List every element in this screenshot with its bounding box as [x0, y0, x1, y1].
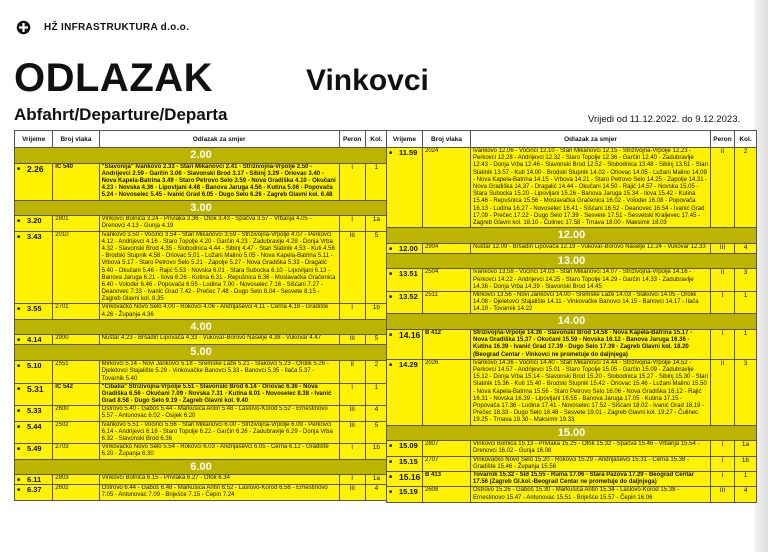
train-symbol-icon: ■	[17, 306, 21, 313]
table-row	[387, 330, 757, 360]
departure-time-value: 14.29	[399, 359, 418, 369]
column-header-route: Odlazak za smjer	[471, 131, 711, 148]
departures-table-left	[14, 130, 388, 501]
train-number: 2600	[53, 406, 99, 421]
table-row	[15, 444, 388, 459]
route-stops: Ostrovo 6.44 - Gaboš 6.48 - Markušica Antin 6.52 - Laslovo-Korođ 6.56 - Ernestinovo 7.05 - Antunovac 7.09 - Briješće 7.15 - Čepin 7.24	[99, 485, 339, 500]
track: 1	[735, 291, 757, 314]
train-symbol-icon: ■	[389, 489, 393, 496]
train-symbol-icon: ■	[389, 361, 393, 368]
departure-time	[387, 148, 423, 228]
train-symbol-icon: ■	[389, 293, 393, 300]
train-symbol-icon: ■	[17, 408, 21, 415]
departure-time	[15, 361, 53, 384]
train-symbol-icon: ■	[389, 150, 393, 156]
departure-time	[15, 231, 53, 304]
track: 5	[365, 335, 387, 345]
departure-time-value: 12.00	[399, 243, 418, 253]
table-row	[15, 406, 388, 421]
departure-time-value: 13.51	[399, 269, 418, 279]
table-header-row	[15, 131, 388, 148]
route-stops: Ivankovo 3.50 - Voćinci 3.54 - Stari Mikanovci 3.59 - Strizivojna-Vrpolje 4.07 - Perkovci 4.12 - Andrijevci 4.16 - Staro Topolje 4.20 - Garčin 4.23 - Zadubravlje 4.28 - Donja Vrba 4.32 - Slavonski Brod 4.35 - Slobodnica 4.44 - Sibinj 4.47 - Stari Slatinik 4.53 - Kuti 4.56 - Brodski Stupnik 4.58 - Oriovac 5.01 - Lužani Malino 5.05 - Nova Kapela-Batrina 5.11 - Vrbova 5.17 - Staro Petrovo Selo 5.21 - Zapolje 5.27 - Nova Gradiška 5.33 - Dragalić 5.40 - Okučani 5.46 - Rajić 5.53 - Novska 6.01 - Stara Subocka 6.10 - Lipovljani 6.13 - Banova Jaruga 6.21 - Ilova 6.26 - Kutina 6.31 - Repušnica 6.36 - Moslavačka Gračenica 6.40 - Voloder 6.46 - Popovača 6.55 - Ludina 7.00 - Novoselec 7.16 - Sišćani 7.27 - Deanovec 7.33 - Ivanić Grad 7.42 - Prečec 7.48 - Dugo Selo 8.04 - Sesvete 8.15 - Zagreb Glavni kol. 8.35	[99, 231, 339, 304]
platform: III	[339, 421, 365, 444]
platform: I	[339, 163, 365, 200]
track: 1	[735, 330, 757, 360]
platform: III	[339, 406, 365, 421]
departure-time-value: 3.43	[27, 231, 42, 241]
platform: I	[339, 304, 365, 319]
table-row	[15, 335, 388, 345]
hour-separator: 15.00	[387, 425, 757, 441]
track: 5	[365, 421, 387, 444]
route-stops: Mirkovci 5.14 - Novi Jankovci 5.18 - Sremske Laze 5.21 - Slakovci 5.23 - Orolik 5.26 - Djeletovci Stajalište 5.29 - Vinkovačke Banovci 5.33 - Banovci 5.35 - Ilača 5.37 - Tovarnik 5.40	[99, 361, 339, 384]
departure-time-value: 5.10	[27, 361, 42, 371]
track: 2	[735, 148, 757, 228]
departure-time-value: 15.19	[399, 487, 418, 497]
train-number: 2807	[423, 441, 471, 456]
train-number: 2900	[53, 335, 99, 345]
table-row	[387, 487, 757, 502]
column-header-platform: Peron	[711, 131, 735, 148]
platform: I	[339, 444, 365, 459]
departure-time	[387, 471, 423, 486]
departure-time-value: 5.33	[27, 406, 42, 416]
table-row	[387, 471, 757, 486]
route-stops: Ostrovo 5.40 - Gaboš 5.44 - Markušica Antin 5.48 - Laslovo-Korođ 5.52 - Ernestinovo 5.57 - Antunovac 6.02 - Osijek 6.20	[99, 406, 339, 421]
route-stops: Nuštar 12.09 - Bršadin Lipovača 12.19 - Vukovar-Borovo Naselje 12.24 - Vukovar 12.33	[471, 243, 711, 253]
column-header-train: Broj vlaka	[423, 131, 471, 148]
departure-time	[387, 269, 423, 292]
route-stops: Strizivojna-Vrpolje 14.36 - Slavonski Brod 14.58 - Nova Kapela-Batrina 15.17 - Nova Gradiška 15.37 - Okučani 15.59 - Novska 16.12 - Banova Jaruga 16.36 - Kutina 16.39 - Ivanić Grad 17.39 - Dugo Selo 17.39 - Zagreb Glavni kol. 18.20 (Beograd Centar - Vinkovci ne prometuje do daljnjega)	[471, 330, 711, 360]
table-row	[15, 304, 388, 319]
table-row	[15, 216, 388, 231]
train-symbol-icon: ■	[17, 363, 21, 370]
platform: III	[339, 231, 365, 304]
table-row	[15, 163, 388, 200]
column-header-time: Vrijeme	[15, 131, 53, 148]
platform: III	[339, 485, 365, 500]
track: 1a	[735, 441, 757, 456]
platform: II	[711, 359, 735, 425]
train-symbol-icon: ■	[17, 487, 21, 494]
route-stops: Ivankovo 14.36 - Voćinci 14.40 - Stari Mikanovci 14.44 - Strizivojna-Vrpolje 14.52 - Perkovci 14.57 - Andrijevci 15.01 - Staro Topolje 15.05 - Garčin 15.09 - Zadubravlje 15.12 - Donja Vrba 15.14 - Slavonski Brod 15.20 - Slobodnica 15.27 - Sibinj 15.30 - Stari Slatinik 15.36 - Kuti 15.40 - Brodski Stupnik 15.42 - Oriovac 15.46 - Lužani Malino 15.50 - Nova Kapela-Batrina 15.56 - Staro Petrovo Selo 16.06 - Nova Gradiška 16.12 - Rajić 16.31 - Novska 16.39 - Lipovljani 16.55 - Banova Jaruga 17.05 - Kutina 17.15 - Popovača 17.36 - Ludina 17.41 - Novoselec 17.52 - Sišćani 18.02 - Ivanić Grad 18.19 - Prečec 18.33 - Dugo Selo 18.48 - Sesvete 19.01 - Zagreb Glavni kol. 19.27 - Čulinec 19.25 - Trnava 19.30 - Maksimir 19.33	[471, 359, 711, 425]
train-number: 2608	[423, 487, 471, 502]
track: 4	[735, 487, 757, 502]
train-number: IC 542	[53, 383, 99, 406]
column-header-time: Vrijeme	[387, 131, 423, 148]
departure-time-value: 5.31	[27, 383, 44, 394]
departure-time	[15, 444, 53, 459]
hour-separator: 4.00	[15, 319, 388, 335]
track: 2	[365, 361, 387, 384]
route-stops: "Slavonija" Ivankovo 2.33 - Stari Mikanovci 2.41 - Strizivojna-Vrpolje 2.50 - Andrijevci 2.59 - Garčin 3.06 - Slavonski Brod 3.17 - Sibinj 3.29 - Oriovac 3.40 - Nova Kapela-Batrina 3.49 - Staro Petrovo Selo 3.59 - Nova Gradiška 4.10 - Okučani 4.23 - Novska 4.36 - Lipovljani 4.48 - Banova Jaruga 4.56 - Kutina 5.06 - Popovača 5.24 - Novoselec 5.45 - Ivanić Grad 6.05 - Dugo Selo 6.26 - Zagreb Glavni kol. 6.48	[99, 163, 339, 200]
table-row	[387, 456, 757, 471]
departure-time	[15, 163, 53, 200]
train-number: 2602	[53, 485, 99, 500]
train-number: 2801	[53, 216, 99, 231]
train-symbol-icon: ■	[389, 473, 393, 480]
departure-time	[15, 485, 53, 500]
route-stops: Ostrovo 15.26 - Gaboš 15.30 - Markušica Antin 15.34 - Laslovo-Korođ 15.38 - Ernestinovo 15.47 - Antunovac 15.51 - Briješće 15.57 - Čepin 16.06	[471, 487, 711, 502]
route-stops: Ivankovo 5.51 - Voćinci 5.56 - Stari Mikanovci 6.00 - Strizivojna-Vrpolje 6.09 - Perkovci 6.14 - Andrijevci 6.18 - Staro Topolje 6.22 - Garčin 6.26 - Zadubravlje 6.29 - Donja Vrba 6.32 - Slavonski Brod 6.36	[99, 421, 339, 444]
table-row	[15, 383, 388, 406]
departure-time	[387, 487, 423, 502]
track: 1b	[365, 444, 387, 459]
hour-separator-row	[387, 314, 757, 330]
hour-separator: 3.00	[15, 200, 388, 216]
train-symbol-icon: ■	[389, 443, 393, 450]
column-header-track: Kol.	[365, 131, 387, 148]
hour-separator-row	[387, 228, 757, 244]
train-symbol-icon: ■	[389, 245, 393, 252]
train-symbol-icon: ■	[17, 337, 21, 344]
platform: III	[339, 335, 365, 345]
train-symbol-icon: ■	[17, 446, 21, 453]
track: 1	[735, 471, 757, 486]
hour-separator-row	[15, 459, 388, 475]
table-row	[387, 441, 757, 456]
train-symbol-icon: ■	[17, 218, 21, 225]
route-stops: Vinkovci Bolnica 3.24 - Privlaka 3.36 - Otok 3.43 - Spačva 3.57 - Vrbanja 4.05 - Drenovci 4.13 - Gunja 4.19	[99, 216, 339, 231]
table-header-row	[387, 131, 757, 148]
departure-time-value: 14.16	[399, 330, 421, 341]
hour-separator: 2.00	[15, 148, 388, 164]
departure-time-value: 4.14	[27, 335, 42, 345]
train-number: 2026	[423, 359, 471, 425]
hz-logo-icon	[16, 20, 31, 35]
track: 1	[365, 383, 387, 406]
hour-separator-row	[15, 148, 388, 164]
train-symbol-icon: ■	[17, 423, 21, 430]
departure-time-value: 2.26	[27, 163, 44, 174]
train-number: 2707	[423, 456, 471, 471]
platform: II	[339, 361, 365, 384]
departure-time	[387, 291, 423, 314]
route-stops: Vinkovci Bolnica 15.13 - Privlaka 15.25 - Otok 15.32 - Spačva 15.46 - Vrbanja 15.54 - Drenovci 16.02 - Gunja 16.08	[471, 441, 711, 456]
train-number: 2010	[53, 231, 99, 304]
platform: II	[711, 269, 735, 292]
train-number: IC 540	[53, 163, 99, 200]
platform: I	[339, 383, 365, 406]
table-row	[387, 269, 757, 292]
platform: I	[339, 216, 365, 231]
departure-time-value: 15.15	[399, 456, 418, 466]
train-number: B 413	[423, 471, 471, 486]
train-number: 2511	[423, 291, 471, 314]
hour-separator: 6.00	[15, 459, 388, 475]
hour-separator: 14.00	[387, 314, 757, 330]
hour-separator-row	[15, 345, 388, 361]
column-header-route: Odlazak za smjer	[99, 131, 339, 148]
track: 4	[365, 485, 387, 500]
table-row	[387, 148, 757, 228]
track: 1a	[365, 216, 387, 231]
train-number: 2701	[53, 304, 99, 319]
departure-time	[387, 441, 423, 456]
train-symbol-icon: ■	[17, 477, 21, 484]
departure-time-value: 3.55	[27, 304, 42, 314]
validity-period: Vrijedi od 11.12.2022. do 9.12.2023.	[588, 114, 741, 125]
hour-separator: 12.00	[387, 228, 757, 244]
hour-separator-row	[15, 319, 388, 335]
train-number: 2803	[53, 475, 99, 485]
track: 1b	[365, 304, 387, 319]
departure-time-value: 15.09	[399, 441, 418, 451]
track: 3	[735, 269, 757, 292]
platform: I	[711, 330, 735, 360]
departure-time	[15, 406, 53, 421]
platform: I	[711, 291, 735, 314]
track: 5	[365, 231, 387, 304]
column-header-train: Broj vlaka	[53, 131, 99, 148]
departure-time	[15, 421, 53, 444]
track: 1b	[735, 456, 757, 471]
table-row	[387, 359, 757, 425]
table-row	[15, 485, 388, 500]
route-stops: Vinkovačko Novo Selo 15.20 - Rokovci 15.29 - Andrijaševci 15.31 - Cerna 15.38 - Gradište 15.46 - Županja 15.56	[471, 456, 711, 471]
platform: I	[711, 441, 735, 456]
departure-time-value: 6.11	[27, 475, 42, 485]
departure-time-value: 11.59	[399, 148, 418, 157]
departure-time	[15, 304, 53, 319]
train-symbol-icon: ■	[389, 458, 393, 465]
table-row	[387, 243, 757, 253]
station-name: Vinkovci	[306, 64, 429, 97]
table-row	[387, 291, 757, 314]
train-number: 2904	[423, 243, 471, 253]
train-number: 2703	[53, 444, 99, 459]
train-number: 2502	[53, 421, 99, 444]
route-stops: Ivankovo 12.06 - Voćinci 12.10 - Stari Mikanovci 12.15 - Strizivojna-Vrpolje 12.23 - Perkovci 12.28 - Andrijevci 12.32 - Staro Topolje 12.36 - Garčin 12.40 - Zadubravlje 12.43 - Donja Vrba 12.46 - Slavonski Brod 12.52 - Slobodnica 13.48 - Sibinj 13.51 - Stari Slatinik 13.57 - Kuti 14.00 - Brodski Stupnik 14.02 - Oriovac 14.05 - Lužani Malino 14.09 - Nova Kapela-Batrina 14.15 - Vrbova 14.21 - Staro Petrovo Selo 14.25 - Zapolje 14.31 - Nova Gradiška 14.37 - Dragalić 14.44 - Okučani 14.50 - Rajić 14.57 - Novska 15.05 - Stara Subocka 15.20 - Lipovljani 15.26 - Banova Jaruga 15.34 - Ilova 15.42 - Kutina 15.46 - Repušnica 15.56 - Moslavačka Gračenica 16.02 - Voloder 16.08 - Popovača 16.13 - Ludina 16.27 - Novoselec 16.41 - Sišćani 16.52 - Deanovec 16.54 - Ivanić Grad 17.09 - Prečec 17.22 - Dugo Selo 17.39 - Sesvete 17.51 - Sesvetski Kraljevec 17.45 - Zagreb Glavni kol. 18.10 - Čulinec 17.58 - Trnava 18.00 - Maksimir 18.03	[471, 148, 711, 228]
hour-separator: 13.00	[387, 253, 757, 269]
page-title: ODLAZAK	[14, 56, 214, 100]
train-number: 2024	[423, 148, 471, 228]
column-header-platform: Peron	[339, 131, 365, 148]
route-stops: Ivankovo 13.58 - Voćinci 14.03 - Stari Mikanovci 14.07 - Strizivojna-Vrpolje 14.16 - Perkovci 14.22 - Andrijevci 14.25 - Staro Topolje 14.29 - Garčin 14.33 - Zadubravlje 14.36 - Donja Vrba 14.39 - Slavonski Brod 14.45	[471, 269, 711, 292]
track: 3	[735, 359, 757, 425]
track: 1	[365, 163, 387, 200]
train-symbol-icon: ■	[17, 385, 21, 392]
departure-time	[387, 330, 423, 360]
platform: III	[711, 243, 735, 253]
departure-time	[15, 383, 53, 406]
departure-time-value: 3.20	[27, 216, 42, 226]
train-number: B 412	[423, 330, 471, 360]
company-name: HŽ INFRASTRUKTURA d.o.o.	[44, 22, 190, 33]
train-symbol-icon: ■	[389, 271, 393, 278]
departure-time	[15, 475, 53, 485]
hour-separator-row	[387, 253, 757, 269]
track: 4	[365, 406, 387, 421]
page-subtitle: Abfahrt/Departure/Departa	[14, 105, 228, 124]
table-row	[15, 361, 388, 384]
departure-time-value: 15.16	[399, 471, 421, 482]
departure-time	[15, 335, 53, 345]
departure-time-value: 5.44	[27, 421, 42, 431]
table-row	[15, 231, 388, 304]
route-stops: "Cibalia" Strizivojna-Vrpolje 5.51 - Slavonski Brod 6.14 - Oriovac 6.36 - Nova Gradiška 6.56 - Okučani 7.09 - Novska 7.31 - Kutina 8.01 - Novoselec 8.38 - Ivanić Grad 8.58 - Dugo Selo 9.19 - Zagreb Glavni kol. 9.40	[99, 383, 339, 406]
departure-time	[387, 243, 423, 253]
platform: I	[339, 475, 365, 485]
track: 1a	[365, 475, 387, 485]
track: 4	[735, 243, 757, 253]
platform: II	[711, 148, 735, 228]
departure-time-value: 13.52	[399, 291, 418, 301]
route-stops: Vinkovačko Novo Selo 5.54 - Rokovci 6.03 - Andrijaševci 6.05 - Cerna 6.12 - Gradište 6.20 - Županja 6.30	[99, 444, 339, 459]
departure-time	[387, 359, 423, 425]
route-stops: Vinkovačko Novo Selo 4.00 - Rokovci 4.06 - Andrijaševci 4.11 - Cerna 4.18 - Gradište 4.26 - Županja 4.36	[99, 304, 339, 319]
departures-table-right	[386, 130, 757, 503]
train-number: 2504	[423, 269, 471, 292]
departure-time	[15, 216, 53, 231]
route-stops: Mirkovci 13.56 - Novi Jankovci 14.00 - Sremske Laze 14.03 - Slakovci 14.05 - Orolik 14.08 - Djeletovci Stajalište 14.11 - Vinkovačke Banovci 14.15 - Banovci 14.17 - Ilača 14.19 - Tovarnik 14.22	[471, 291, 711, 314]
platform: I	[711, 471, 735, 486]
column-header-track: Kol.	[735, 131, 757, 148]
hour-separator-row	[387, 425, 757, 441]
table-row	[15, 475, 388, 485]
train-symbol-icon: ■	[17, 165, 21, 172]
departure-time-value: 5.49	[27, 444, 42, 454]
departure-time-value: 6.37	[27, 485, 42, 495]
hour-separator-row	[15, 200, 388, 216]
route-stops: Nuštar 4.23 - Bršadin Lipovača 4.33 - Vukovar-Borovo Naselje 4.38 - Vukovar 4.47	[99, 335, 339, 345]
table-row	[15, 421, 388, 444]
train-symbol-icon: ■	[17, 233, 21, 240]
hour-separator: 5.00	[15, 345, 388, 361]
route-stops: Tovarnik 15.32 - Šid 15.55 - Ruma 17.06 - Stara Pazova 17.29 - Beograd Centar 17.56 (Zagreb Gl.kol.-Beograd Centar ne prometuje do daljnjega)	[471, 471, 711, 486]
train-symbol-icon: ■	[389, 332, 393, 339]
train-number: 2551	[53, 361, 99, 384]
departure-time	[387, 456, 423, 471]
platform: I	[711, 456, 735, 471]
platform: III	[711, 487, 735, 502]
route-stops: Vinkovci Bolnica 6.15 - Privlaka 6.27 - Otok 6.34	[99, 475, 339, 485]
